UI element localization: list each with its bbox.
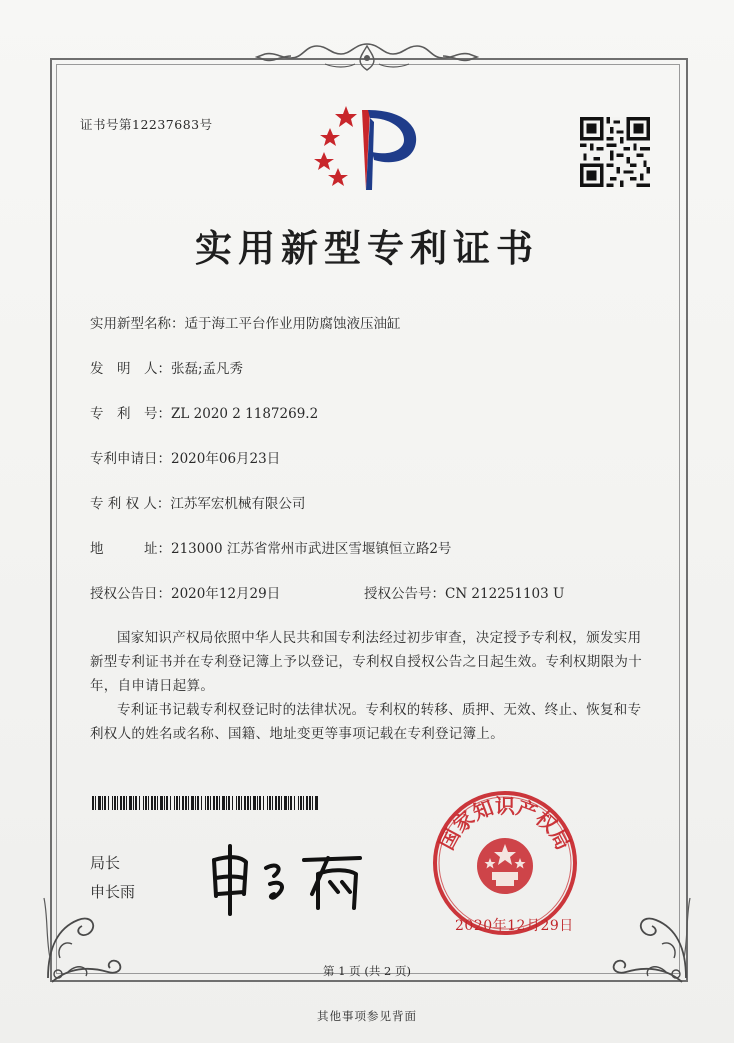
top-ornament-icon [255,40,479,74]
field-patent-number [90,402,318,422]
field-address [90,537,451,557]
field-value: ZL 2020 2 1187269.2 [171,406,319,422]
certificate-number: 证书号第12237683号 [80,117,213,132]
page-number: 第 1 页 (共 2 页) [323,964,411,978]
field-value: 213000 江苏省常州市武进区雪堰镇恒立路2号 [171,541,452,557]
field-value: 2020年12月29日 [171,586,281,602]
field-label: 授权公告号： [364,586,445,602]
field-inventors [90,357,243,377]
certificate-title: 实用新型专利证书 [195,226,539,270]
field-label: 专利申请日： [90,451,171,467]
field-label: 专 利 号： [90,406,171,422]
field-grant-date [90,582,280,602]
footer-note: 其他事项参见背面 [317,1009,417,1023]
seal-text: 国家知识产权局 [434,794,576,854]
barcode-icon [92,796,318,810]
qr-code-icon [580,117,650,187]
field-label: 授权公告日： [90,586,171,602]
field-patentee [90,492,305,512]
field-value: CN 212251103 U [445,586,565,602]
field-label: 地 址： [90,541,171,557]
field-value: 适于海工平台作业用防腐蚀液压油缸 [184,316,401,332]
legal-status-paragraph: 专利证书记载专利权登记时的法律状况。专利权的转移、质押、无效、终止、恢复和专利权人的姓名或名称、国籍、地址变更等事项记载在专利登记簿上。 [90,702,642,742]
field-grant-number [364,582,564,602]
grant-statement-paragraph: 国家知识产权局依照中华人民共和国专利法经过初步审查，决定授予专利权，颁发实用新型专利证书并在专利登记簿上予以登记，专利权自授权公告之日起生效。专利权期限为十年，自申请日起算。 [90,630,642,694]
director-signature-icon [200,838,380,918]
director-name: 申长雨 [90,883,136,901]
field-value: 江苏军宏机械有限公司 [170,496,306,512]
field-label: 发 明 人： [90,361,171,377]
seal-date: 2020年12月29日 [455,918,574,934]
patent-office-logo-icon [308,100,424,196]
field-value: 2020年06月23日 [171,451,281,467]
field-application-date [90,447,280,467]
field-label: 实用新型名称： [90,316,185,332]
field-label: 专 利 权 人： [90,496,171,512]
director-title: 局长 [90,854,121,872]
field-utility-model-name [90,312,401,332]
field-value: 张磊;孟凡秀 [171,361,244,377]
